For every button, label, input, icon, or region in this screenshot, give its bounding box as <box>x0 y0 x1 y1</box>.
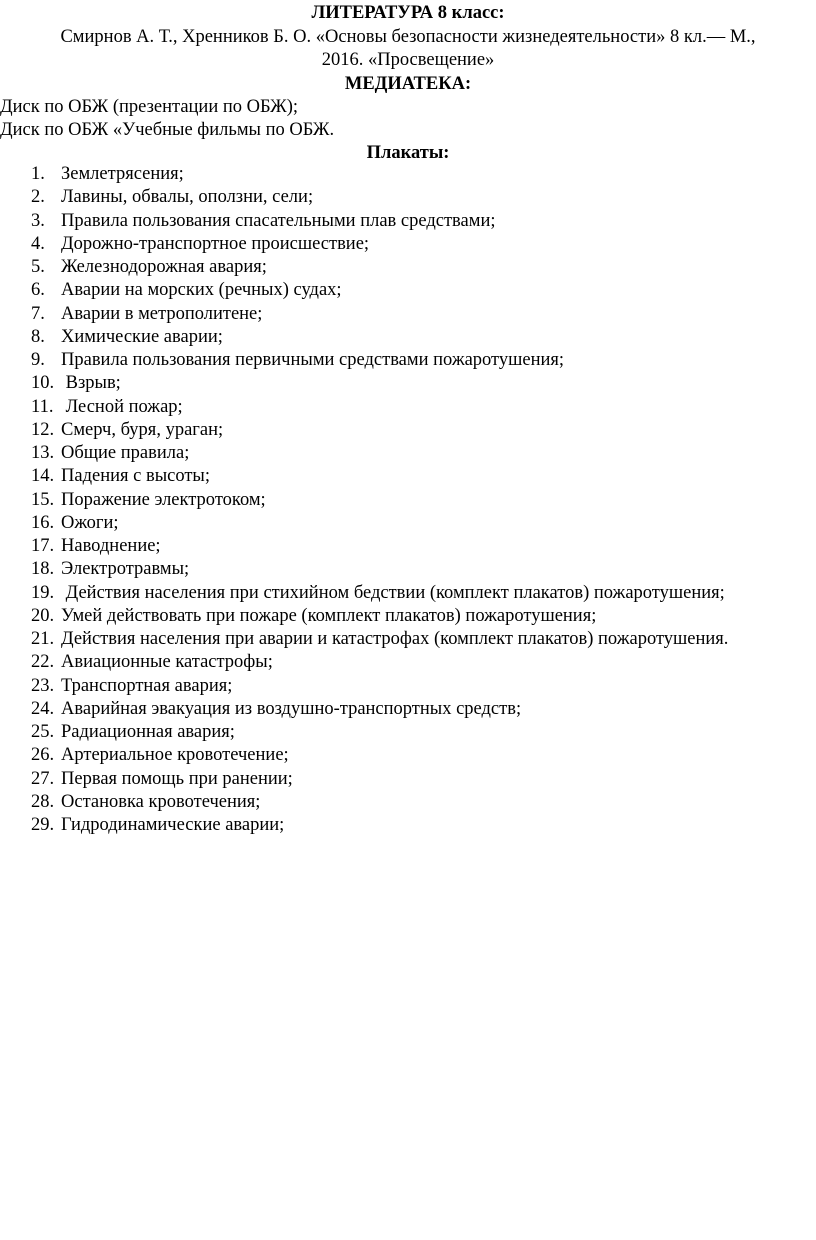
posters-list <box>0 163 816 837</box>
list-item-text: Правила пользования спасательными плав средствами; <box>61 210 496 231</box>
list-item <box>0 442 816 465</box>
list-item <box>0 744 816 767</box>
list-item-number: 12. <box>31 419 55 440</box>
list-item <box>0 349 816 372</box>
list-item-text: Действия населения при аварии и катастрофах (комплект плакатов) пожаротушения. <box>61 629 729 649</box>
reference-line-2: 2016. «Просвещение» <box>321 50 495 70</box>
list-item <box>0 558 816 581</box>
list-item-text: Железнодорожная авария; <box>61 257 267 277</box>
list-item-number: 11. <box>31 396 54 417</box>
list-item-text: Химические аварии; <box>61 326 223 347</box>
list-item-number: 2. <box>31 187 45 208</box>
list-item-number: 24. <box>31 698 55 719</box>
list-item-number: 26. <box>31 745 55 766</box>
list-item-text: Лавины, обвалы, оползни, сели; <box>61 187 314 208</box>
list-item-text: Артериальное кровотечение; <box>61 745 289 766</box>
list-item-number: 19. <box>31 582 55 603</box>
list-item-text: Правила пользования первичными средствами пожаротушения; <box>61 350 565 370</box>
list-item <box>0 303 816 326</box>
list-item-text: Общие правила; <box>61 443 190 463</box>
list-item-text: Аварии на морских (речных) судах; <box>61 280 342 301</box>
list-item-text: Гидродинамические аварии; <box>61 815 285 835</box>
list-item-number: 8. <box>31 326 45 347</box>
list-item-number: 16. <box>31 512 55 533</box>
list-item-text: Лесной пожар; <box>61 396 183 417</box>
list-item-number: 20. <box>31 605 55 626</box>
list-item-number: 25. <box>31 722 55 742</box>
list-item-text: Наводнение; <box>61 536 161 556</box>
list-item <box>0 210 816 233</box>
list-item-text: Первая помощь при ранении; <box>61 768 293 789</box>
list-item <box>0 768 816 791</box>
list-item-number: 28. <box>31 791 55 812</box>
list-item-number: 7. <box>31 303 45 324</box>
list-item <box>0 186 816 209</box>
list-item-number: 9. <box>31 350 45 370</box>
list-item <box>0 396 816 419</box>
list-item-number: 14. <box>31 466 55 487</box>
list-item <box>0 814 816 837</box>
list-item <box>0 721 816 744</box>
posters-heading: Плакаты: <box>366 143 450 163</box>
list-item <box>0 419 816 442</box>
list-item <box>0 535 816 558</box>
list-item-number: 4. <box>31 233 45 254</box>
list-item-number: 23. <box>31 675 55 696</box>
list-item <box>0 233 816 256</box>
media-item-2: Диск по ОБЖ «Учебные фильмы по ОБЖ. <box>0 120 335 140</box>
list-item <box>0 256 816 279</box>
list-item <box>0 698 816 721</box>
list-item-number: 29. <box>31 815 55 835</box>
list-item-text: Смерч, буря, ураган; <box>61 419 224 440</box>
list-item-text: Поражение электротоком; <box>61 489 266 510</box>
list-item <box>0 791 816 814</box>
list-item-number: 13. <box>31 443 55 463</box>
list-item <box>0 512 816 535</box>
list-item-text: Радиационная авария; <box>61 722 235 742</box>
list-item-text: Землетрясения; <box>61 164 184 184</box>
list-item-text: Дорожно-транспортное происшествие; <box>61 233 370 254</box>
list-item-number: 17. <box>31 536 55 556</box>
list-item-text: Аварии в метрополитене; <box>61 303 263 324</box>
list-item <box>0 279 816 302</box>
list-item-text: Падения с высоты; <box>61 466 211 487</box>
list-item-number: 6. <box>31 280 45 301</box>
list-item <box>0 605 816 628</box>
list-item <box>0 489 816 512</box>
list-item-number: 15. <box>31 489 55 510</box>
list-item-number: 3. <box>31 210 45 231</box>
list-item-text: Действия населения при стихийном бедствии (комплект плакатов) пожаротушения; <box>61 582 725 603</box>
media-item-1: Диск по ОБЖ (презентации по ОБЖ); <box>0 97 299 117</box>
list-item-text: Умей действовать при пожаре (комплект плакатов) пожаротушения; <box>61 605 597 626</box>
list-item <box>0 163 816 186</box>
list-item <box>0 465 816 488</box>
list-item-number: 27. <box>31 768 55 789</box>
list-item <box>0 582 816 605</box>
list-item <box>0 628 816 651</box>
reference-line-1: Смирнов А. Т., Хренников Б. О. «Основы безопасности жизнедеятельности» 8 кл.— М., <box>60 27 756 47</box>
list-item <box>0 675 816 698</box>
list-item-number: 21. <box>31 629 55 649</box>
list-item-text: Аварийная эвакуация из воздушно-транспортных средств; <box>61 698 522 719</box>
list-item-number: 5. <box>31 257 45 277</box>
list-item-text: Остановка кровотечения; <box>61 791 261 812</box>
list-item-text: Взрыв; <box>61 373 121 394</box>
list-item-number: 10. <box>31 373 55 394</box>
list-item-text: Авиационные катастрофы; <box>61 652 273 673</box>
list-item-number: 22. <box>31 652 55 673</box>
list-item-text: Электротравмы; <box>61 559 190 580</box>
list-item-number: 1. <box>31 164 45 184</box>
list-item <box>0 651 816 674</box>
list-item-text: Ожоги; <box>61 512 119 533</box>
list-item-text: Транспортная авария; <box>61 675 233 696</box>
list-item <box>0 372 816 395</box>
list-item-number: 18. <box>31 559 55 580</box>
list-item <box>0 326 816 349</box>
literature-heading: ЛИТЕРАТУРА 8 класс: <box>311 3 505 23</box>
media-heading: МЕДИАТЕКА: <box>344 74 472 94</box>
